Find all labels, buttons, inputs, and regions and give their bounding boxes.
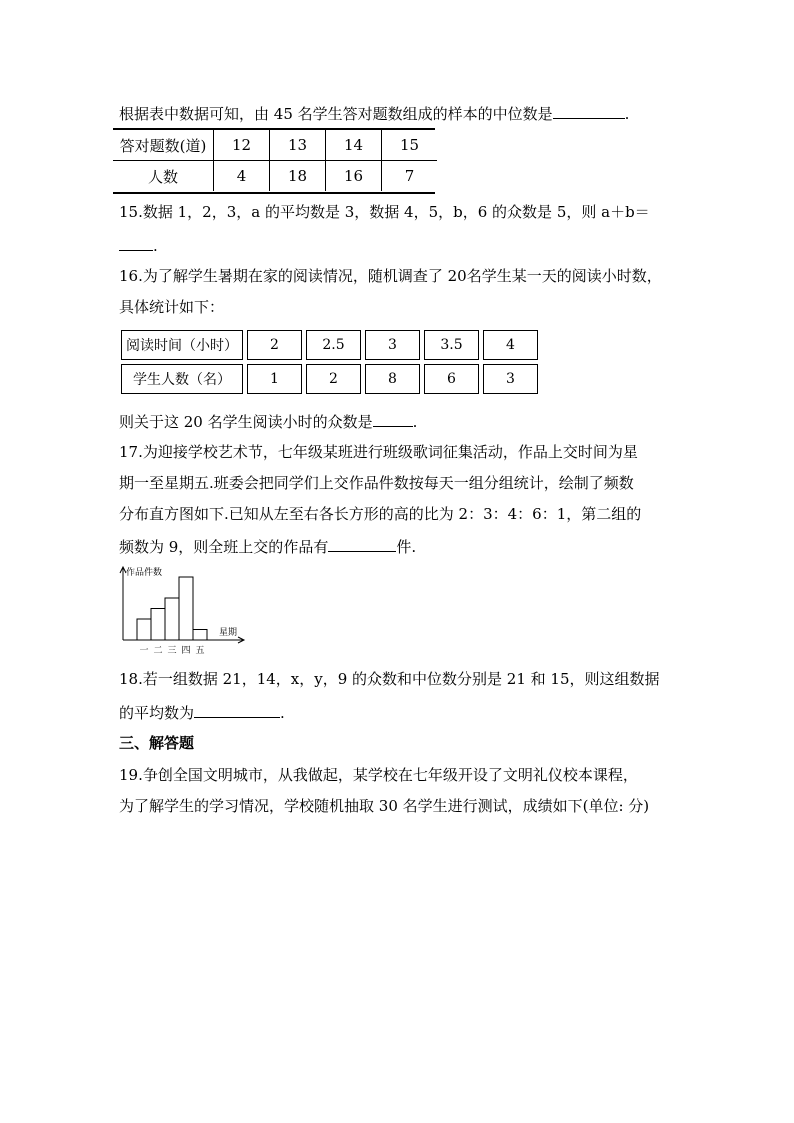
answer-blank[interactable] — [328, 535, 396, 552]
histogram-bar — [137, 619, 151, 640]
table-header-cell: 人数 — [113, 161, 214, 192]
question-text: 频数为 9，则全班上交的作品有 — [119, 538, 329, 556]
question-text: 分布直方图如下.已知从左至右各长方形的高的比为 2：3：4：6：1，第二组的 — [119, 505, 642, 523]
question-text: 期一至星期五.班委会把同学们上交作品件数按每天一组分组统计，绘制了频数 — [119, 474, 634, 492]
histogram-bar — [165, 598, 179, 640]
table-cell: 6 — [424, 364, 479, 394]
histogram-bar — [193, 630, 207, 641]
y-axis-label: 作品件数 — [126, 568, 163, 578]
punct: 件. — [396, 538, 417, 556]
question-17-line2 — [119, 473, 634, 493]
section-heading — [119, 733, 194, 753]
answer-count-table — [113, 130, 437, 191]
table-cell: 12 — [214, 130, 270, 161]
reading-time-table — [117, 326, 542, 398]
question-text: 15.数据 1，2，3，a 的平均数是 3，数据 4，5，b，6 的众数是 5，则 a＋b＝ — [119, 203, 650, 221]
question-text: 18.若一组数据 21，14，x，y，9 的众数和中位数分别是 21 和 15，则这组数据 — [119, 670, 660, 688]
table-cell: 3 — [483, 364, 538, 394]
x-axis-label: 星期 — [219, 628, 238, 638]
question-text: 的平均数为 — [119, 704, 195, 722]
question-text: 17.为迎接学校艺术节，七年级某班进行班级歌词征集活动，作品上交时间为星 — [119, 443, 638, 461]
answer-blank[interactable] — [553, 102, 625, 119]
punct: . — [412, 413, 418, 431]
histogram-chart — [113, 564, 253, 656]
x-tick-label: 一 — [139, 646, 149, 656]
question-17-line4 — [119, 535, 416, 557]
question-16-line3 — [119, 410, 417, 432]
x-tick-label: 四 — [181, 646, 191, 656]
table-row — [121, 364, 538, 394]
histogram-svg — [113, 564, 253, 656]
table-cell: 2 — [247, 330, 302, 360]
table-cell: 16 — [326, 161, 382, 192]
question-18-line2 — [119, 701, 285, 723]
question-19-line2 — [119, 796, 649, 816]
table-cell: 4 — [483, 330, 538, 360]
table-cell: 7 — [404, 167, 415, 185]
x-tick-label: 五 — [195, 646, 205, 656]
x-tick-label: 三 — [167, 646, 177, 656]
question-15-line2 — [119, 234, 158, 256]
punct: . — [280, 704, 285, 722]
punct: . — [153, 237, 158, 255]
table-row — [113, 161, 437, 192]
table-row — [113, 130, 437, 161]
table-cell: 15 — [382, 130, 438, 161]
table-cell: 1 — [247, 364, 302, 394]
table-header-cell: 答对题数(道) — [113, 130, 214, 161]
table-row — [121, 330, 538, 360]
question-17-line3 — [119, 504, 641, 524]
section-title: 三、解答题 — [119, 734, 195, 752]
table-cell: 18 — [270, 161, 326, 192]
table-cell: 2 — [306, 364, 361, 394]
question-text: 具体统计如下： — [119, 298, 225, 316]
histogram-bar — [179, 577, 193, 640]
question-text: 19.争创全国文明城市，从我做起，某学校在七年级开设了文明礼仪校本课程， — [119, 766, 638, 784]
answer-blank[interactable] — [194, 701, 280, 718]
histogram-bar — [151, 609, 165, 641]
question-19-line1 — [119, 765, 638, 785]
table-cell: 14 — [326, 130, 382, 161]
question-text: 为了解学生的学习情况，学校随机抽取 30 名学生进行测试，成绩如下(单位: 分) — [119, 797, 650, 815]
question-15-line1 — [119, 202, 650, 222]
table-header-cell: 学生人数（名） — [121, 364, 243, 394]
answer-blank[interactable] — [119, 234, 153, 251]
table-cell: 4 — [214, 161, 270, 192]
question-18-line1 — [119, 669, 660, 689]
punct: . — [624, 105, 630, 123]
question-16-line1 — [119, 266, 662, 286]
question-text: 则关于这 20 名学生阅读小时的众数是 — [119, 413, 373, 431]
table-header-cell: 阅读时间（小时） — [121, 330, 243, 360]
table-cell: 2.5 — [306, 330, 361, 360]
table1-bottom-rule — [113, 192, 435, 194]
question-16-line2 — [119, 297, 224, 317]
table-cell: 3 — [365, 330, 420, 360]
table-cell: 8 — [365, 364, 420, 394]
question-text: 16.为了解学生暑期在家的阅读情况，随机调查了 20名学生某一天的阅读小时数， — [119, 267, 662, 285]
table-cell: 3.5 — [424, 330, 479, 360]
question-17-line1 — [119, 442, 638, 462]
answer-blank[interactable] — [373, 410, 413, 427]
x-tick-label: 二 — [153, 646, 163, 656]
intro-text: 根据表中数据可知，由 45 名学生答对题数组成的样本的中位数是 — [119, 105, 553, 123]
intro-line — [119, 102, 629, 124]
table-cell: 13 — [270, 130, 326, 161]
